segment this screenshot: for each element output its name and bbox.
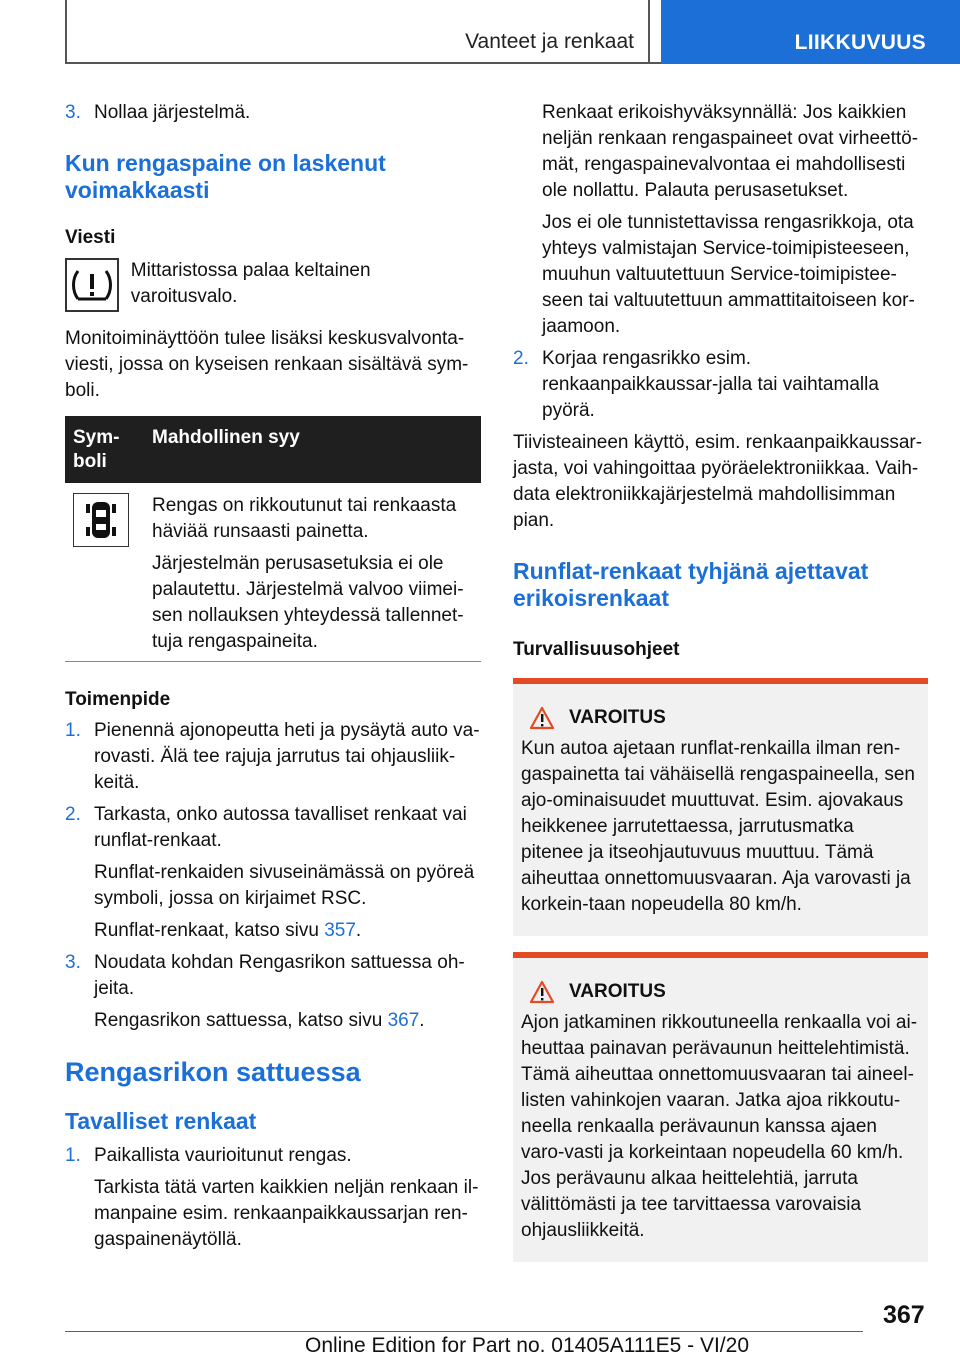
action-sub: Runflat-renkaiden sivuseinämässä on pyöreä symboli, jossa on kirjaimet RSC. [94,862,475,909]
footer-rule [65,1331,863,1332]
step-number: 2. [513,348,529,369]
warning-title-text: VAROITUS [569,981,666,1002]
action-step [65,950,481,1002]
step-text: Tarkasta, onko autossa tavalliset renkaat vai runflat-renkaat. [94,804,467,851]
warning-title [521,706,920,730]
warning-triangle-icon [529,980,555,1004]
step-text: Noudata kohdan Rengasrikon sattuessa oh-jeita. [94,952,465,999]
warning-triangle-icon [529,706,555,730]
warning-box [513,952,928,1262]
safety-label: Turvallisuusohjeet [513,639,680,660]
cause-b: Järjestelmän perusasetuksia ei ole palautettu. Järjestelmä valvoo viimei-sen nollauksen yhteydessä tallennet-tuja rengaspaineita. [152,553,464,652]
section-title: Vanteet ja renkaat [465,30,634,53]
page-link-367[interactable]: 367 [387,1010,420,1031]
warning-title [521,980,920,1004]
step-number: 2. [65,804,81,825]
repair-step [513,346,928,424]
col-cause: Mahdollinen syy [152,427,300,448]
chapter-tab[interactable] [661,0,960,64]
reference-text: Runflat-renkaat, katso sivu [94,920,325,941]
step-reset-system [65,100,481,126]
step-text: Pienennä ajonopeutta heti ja pysäytä auto va-rovasti. Älä tee rajuja jarrutus tai ohjausliik-keitä. [94,720,480,793]
warning-text: Kun autoa ajetaan runflat-renkailla ilman ren-gaspainetta tai vähäisellä rengaspaineella, sen ajo-ominaisuudet muuttuvat. Esim. ajovakaus heikkenee jarrutettaessa, jarrutusmatka pitenee ja itseohjautuvuus muuttuu. Tämä aiheuttaa onnettomuusvaaran. Aja varovasti ja korkein-taan nopeudella 80 km/h. [521,738,915,915]
continued-sub: Renkaat erikoishyväksynnällä: Jos kaikkien neljän renkaan rengaspaineet ovat virheettö-mät, rengaspainevalvontaa ei mahdollisesti ole nollattu. Palauta perusasetukset. [542,102,919,201]
monitor-text: Monitoiminäyttöön tulee lisäksi keskusvalvonta-viesti, jossa on kyseisen renkaan sisältävä sym-boli. [65,328,469,401]
table-row [65,483,481,662]
step-number: 3. [65,952,81,973]
cause-a: Rengas on rikkoutunut tai renkaasta häviää runsaasti painetta. [152,495,457,542]
reference-end: . [419,1010,425,1031]
step-text: Nollaa järjestelmä. [94,102,251,123]
step-text: Korjaa rengasrikko esim. renkaanpaikkaussar-jalla tai vaihtamalla pyörä. [542,348,879,421]
cause-cell [152,493,481,655]
left-column [65,100,481,1253]
car-tyre-icon [73,493,129,547]
heading-normal-tyres: Tavalliset renkaat [65,1108,257,1134]
action-sub-reference [65,1008,481,1034]
step-number: 1. [65,720,81,741]
step-number: 3. [65,102,81,123]
warning-title-text: VAROITUS [569,707,666,728]
message-text: Mittaristossa palaa keltainen varoitusvalo. [130,260,371,307]
message-row [65,258,481,312]
warning-box [513,678,928,936]
reference-text: Rengasrikon sattuessa, katso sivu [94,1010,388,1031]
warning-text: Ajon jatkaminen rikkoutuneella renkaalla voi ai-heuttaa painavan perävaunun heittelehtimistä. Tämä aiheuttaa onnettomuusvaaran tai aineel-listen vahinkojen vaaran. Jatka ajoa rikkoutu-neella renkaalla perävaunun kanssa ajaen varo-vasti ja korkeintaan nopeudella 60 km/h. Jos perävaunu alkaa heittelehtiä, jarruta välittömästi ja tee tarvittaessa varovaisia ohjausliikkeitä. [521,1012,918,1241]
message-label: Viesti [65,227,116,248]
header-section-box [65,0,650,64]
action-step [65,802,481,854]
flat-step [65,1143,481,1169]
sealant-text: Tiivisteaineen käyttö, esim. renkaanpaikkaussar-jasta, voi vahingoittaa pyöräelektroniikkaa. Vaih-data elektroniikkajärjestelmä mahdollisimman pian. [513,432,923,531]
symbol-cell [65,493,152,655]
heading-pressure-low: Kun rengaspaine on laskenut voimakkaasti [65,150,386,203]
heading-runflat: Runflat-renkaat tyhjänä ajettavat erikoisrenkaat [513,558,869,611]
step-text: Paikallista vaurioitunut rengas. [94,1145,352,1166]
action-label: Toimenpide [65,689,171,710]
table-header [65,416,481,483]
page-link-357[interactable]: 357 [324,920,356,941]
right-column [513,100,928,1262]
reference-end: . [355,920,362,941]
action-sub-reference [65,918,481,944]
flat-step-sub: Tarkista tätä varten kaikkien neljän renkaan il-manpaine esim. renkaanpaikkaussarjan ren-gaspainenäytöllä. [94,1177,479,1250]
action-step [65,718,481,796]
continued-sub: Jos ei ole tunnistettavissa rengasrikkoja, ota yhteys valmistajan Service-toimipisteeseen, muuhun valtuutettuun Service-toimipistee-seen tai valtuutettuun ammattitaitoiseen kor-jaamoon. [542,212,915,337]
symbol-table [65,416,481,662]
page-number: 367 [883,1301,925,1329]
chapter-tab-label: LIIKKUVUUS [794,31,926,54]
edition-text: Online Edition for Part no. 01405A111E5 - VI/20 [305,1334,750,1357]
col-symbol: Sym-boli [73,427,120,472]
heading-flat-tyre: Rengasrikon sattuessa [65,1057,361,1087]
step-number: 1. [65,1145,81,1166]
tire-pressure-warning-icon [65,258,119,312]
